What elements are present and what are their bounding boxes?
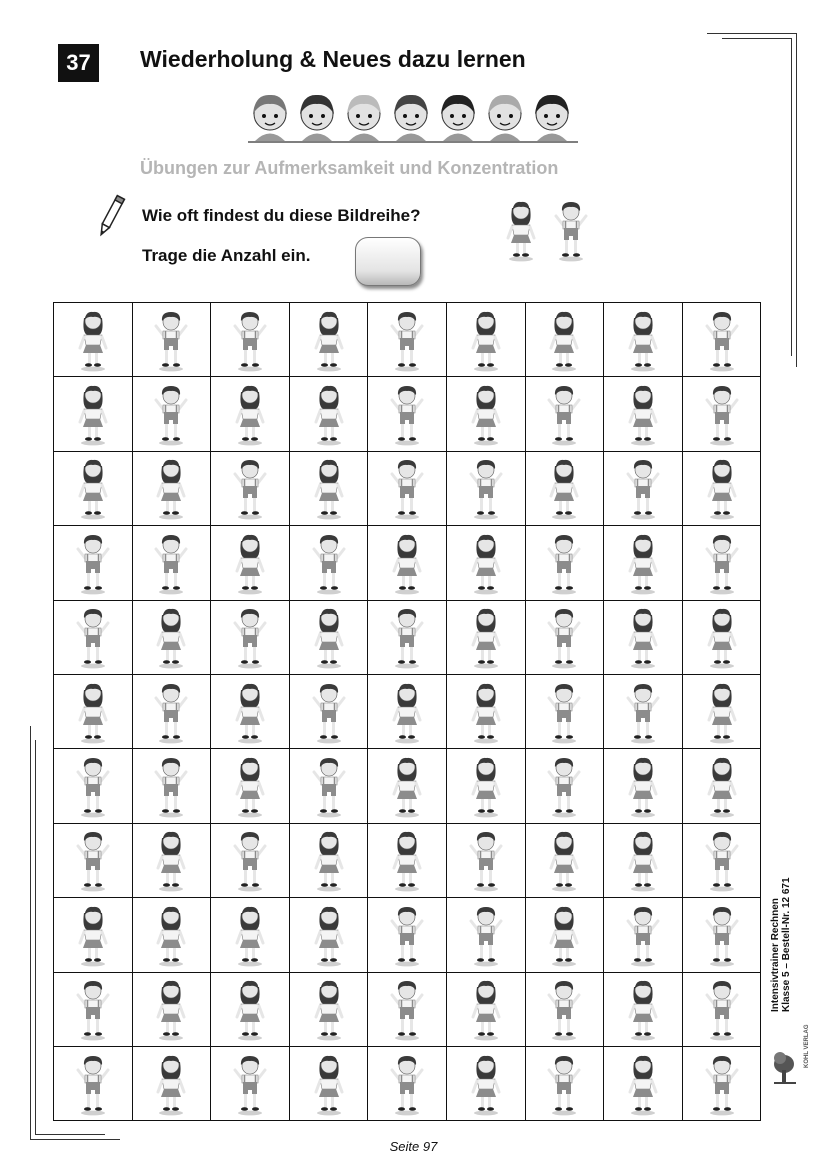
grid-cell [54,973,133,1047]
frame-line-right [796,33,797,367]
reference-girl-figure [508,202,534,262]
grid-cell [368,675,447,749]
girl-figure [544,456,584,520]
grid-cell [54,675,133,749]
frame-line-top-right [722,38,792,39]
girl-figure [387,754,427,818]
boy-figure [387,456,427,520]
child-face-icon [253,95,287,141]
girl-figure [230,754,270,818]
grid-cell [526,824,605,898]
boy-figure [230,605,270,669]
boy-figure [230,828,270,892]
grid-cell [54,377,133,451]
boy-figure [387,605,427,669]
grid-cell [211,452,290,526]
grid-cell [290,377,369,451]
grid-cell [290,526,369,600]
boy-figure [702,531,742,595]
grid-cell [290,973,369,1047]
boy-figure [73,531,113,595]
girl-figure [623,308,663,372]
child-face-icon [488,95,522,141]
grid-cell [683,303,762,377]
girl-figure [702,605,742,669]
boy-figure [466,828,506,892]
boy-figure [623,456,663,520]
picture-grid [53,302,761,1121]
girl-figure [230,382,270,446]
grid-cell [211,1047,290,1121]
frame-line-left [30,726,31,1140]
boy-figure [230,456,270,520]
grid-cell [290,898,369,972]
girl-figure [230,680,270,744]
girl-figure [623,977,663,1041]
grid-cell [133,452,212,526]
grid-cell [526,601,605,675]
grid-cell [683,675,762,749]
grid-cell [54,749,133,823]
grid-cell [683,526,762,600]
grid-cell [604,898,683,972]
grid-cell [447,526,526,600]
grid-cell [211,824,290,898]
page-subtitle: Übungen zur Aufmerksamkeit und Konzentration [140,158,559,178]
boy-figure [544,531,584,595]
page-number: Seite 97 [389,1139,438,1154]
boy-figure [387,308,427,372]
grid-cell [604,1047,683,1121]
grid-cell [290,303,369,377]
grid-cell [683,898,762,972]
girl-figure [544,308,584,372]
boy-figure [623,680,663,744]
grid-cell [447,303,526,377]
grid-cell [368,303,447,377]
girl-figure [230,977,270,1041]
child-face-icon [441,95,475,141]
grid-cell [368,824,447,898]
grid-cell [368,526,447,600]
boy-figure [702,308,742,372]
grid-cell [133,675,212,749]
grid-cell [368,749,447,823]
grid-cell [604,303,683,377]
girl-figure [623,828,663,892]
girl-figure [466,382,506,446]
girl-figure [623,531,663,595]
grid-cell [604,675,683,749]
grid-cell [604,526,683,600]
girl-figure [623,1052,663,1116]
grid-cell [526,973,605,1047]
grid-cell [54,303,133,377]
girl-figure [387,828,427,892]
girl-figure [702,456,742,520]
series-title: Intensivtrainer Rechnen [770,898,781,1012]
grid-cell [133,601,212,675]
girl-figure [544,828,584,892]
grid-cell [368,452,447,526]
girl-figure [623,754,663,818]
publisher-name: KOHL VERLAG [804,1024,810,1068]
grid-cell [54,1047,133,1121]
grid-cell [526,1047,605,1121]
grid-cell [368,601,447,675]
boy-figure [73,1052,113,1116]
girl-figure [466,605,506,669]
grid-cell [133,303,212,377]
boy-figure [73,977,113,1041]
boy-figure [702,828,742,892]
grid-cell [290,601,369,675]
boy-figure [466,903,506,967]
grid-cell [526,675,605,749]
frame-line-top-right [707,33,797,34]
girl-figure [73,456,113,520]
boy-figure [544,680,584,744]
boy-figure [309,680,349,744]
grid-cell [133,377,212,451]
grid-cell [447,675,526,749]
grid-cell [447,824,526,898]
girl-figure [309,977,349,1041]
grid-cell [526,377,605,451]
tree-logo-icon [770,1036,818,1086]
grid-cell [604,824,683,898]
page-title: Wiederholung & Neues dazu lernen [140,46,526,72]
boy-figure [230,1052,270,1116]
grid-cell [133,749,212,823]
series-info [770,812,792,1012]
boy-figure [623,903,663,967]
boy-figure [387,1052,427,1116]
grid-cell [683,824,762,898]
frame-line-right [791,38,792,356]
girl-figure [623,382,663,446]
girl-figure [73,308,113,372]
girl-figure [309,308,349,372]
girl-figure [309,605,349,669]
girl-figure [151,828,191,892]
grid-cell [211,377,290,451]
boy-figure [309,531,349,595]
child-face-icon [394,95,428,141]
grid-cell [211,303,290,377]
grid-cell [683,452,762,526]
reference-sequence [495,192,595,268]
grid-cell [447,1047,526,1121]
grid-cell [133,1047,212,1121]
girl-figure [466,680,506,744]
girl-figure [309,382,349,446]
girl-figure [73,382,113,446]
grid-cell [447,973,526,1047]
girl-figure [544,903,584,967]
grid-cell [526,898,605,972]
grid-cell [290,749,369,823]
boy-figure [151,308,191,372]
grid-cell [133,824,212,898]
girl-figure [466,1052,506,1116]
frame-line-left [35,740,36,1135]
frame-line-bottom-left [35,1134,105,1135]
child-face-icon [535,95,569,141]
girl-figure [73,903,113,967]
grid-cell [211,898,290,972]
grid-cell [526,526,605,600]
boy-figure [309,754,349,818]
boy-figure [544,605,584,669]
girl-figure [466,977,506,1041]
grid-cell [447,601,526,675]
girl-figure [151,903,191,967]
grid-cell [447,749,526,823]
grid-cell [447,452,526,526]
boy-figure [230,308,270,372]
grid-cell [54,526,133,600]
pencil-icon [96,193,126,239]
grid-cell [211,973,290,1047]
boy-figure [544,382,584,446]
task-instruction: Trage die Anzahl ein. [142,246,311,265]
exercise-number-badge: 37 [58,44,99,82]
grid-cell [604,973,683,1047]
girl-figure [309,1052,349,1116]
girl-figure [309,828,349,892]
girl-figure [151,1052,191,1116]
grid-cell [211,526,290,600]
child-face-icon [347,95,381,141]
boy-figure [466,456,506,520]
boy-figure [151,531,191,595]
grid-cell [604,452,683,526]
boy-figure [702,903,742,967]
girl-figure [702,680,742,744]
grid-cell [526,749,605,823]
girl-figure [309,903,349,967]
girl-figure [230,903,270,967]
grid-cell [54,601,133,675]
girl-figure [702,754,742,818]
grid-cell [290,1047,369,1121]
grid-cell [604,601,683,675]
grid-cell [133,526,212,600]
grid-cell [526,303,605,377]
girl-figure [466,308,506,372]
girl-figure [230,531,270,595]
series-edition: Klasse 5 – Bestell-Nr. 12 671 [781,877,792,1012]
grid-cell [290,452,369,526]
girl-figure [73,680,113,744]
grid-cell [211,749,290,823]
girl-figure [151,456,191,520]
boy-figure [702,977,742,1041]
grid-cell [290,675,369,749]
grid-cell [526,452,605,526]
child-face-icon [300,95,334,141]
boy-figure [151,680,191,744]
boy-figure [151,754,191,818]
grid-cell [211,675,290,749]
children-faces-illustration [248,88,578,143]
grid-cell [211,601,290,675]
boy-figure [702,1052,742,1116]
girl-figure [309,456,349,520]
boy-figure [151,382,191,446]
girl-figure [623,605,663,669]
picture-grid-cells [53,302,761,1121]
grid-cell [683,1047,762,1121]
boy-figure [702,382,742,446]
grid-cell [54,824,133,898]
girl-figure [466,754,506,818]
grid-cell [54,452,133,526]
boy-figure [544,1052,584,1116]
girl-figure [151,605,191,669]
girl-figure [466,531,506,595]
grid-cell [368,898,447,972]
grid-cell [368,1047,447,1121]
grid-cell [290,824,369,898]
girl-figure [387,680,427,744]
grid-cell [133,973,212,1047]
reference-boy-figure [556,202,586,261]
grid-cell [683,973,762,1047]
grid-cell [54,898,133,972]
grid-cell [604,377,683,451]
boy-figure [73,828,113,892]
boy-figure [387,382,427,446]
boy-figure [544,977,584,1041]
grid-cell [683,749,762,823]
grid-cell [368,377,447,451]
grid-cell [447,377,526,451]
grid-cell [683,601,762,675]
grid-cell [683,377,762,451]
answer-input-box[interactable] [355,237,421,286]
boy-figure [73,605,113,669]
grid-cell [447,898,526,972]
grid-cell [133,898,212,972]
girl-figure [387,531,427,595]
boy-figure [387,903,427,967]
task-question: Wie oft findest du diese Bildreihe? [142,206,421,225]
grid-cell [604,749,683,823]
boy-figure [73,754,113,818]
boy-figure [387,977,427,1041]
boy-figure [544,754,584,818]
grid-cell [368,973,447,1047]
girl-figure [151,977,191,1041]
